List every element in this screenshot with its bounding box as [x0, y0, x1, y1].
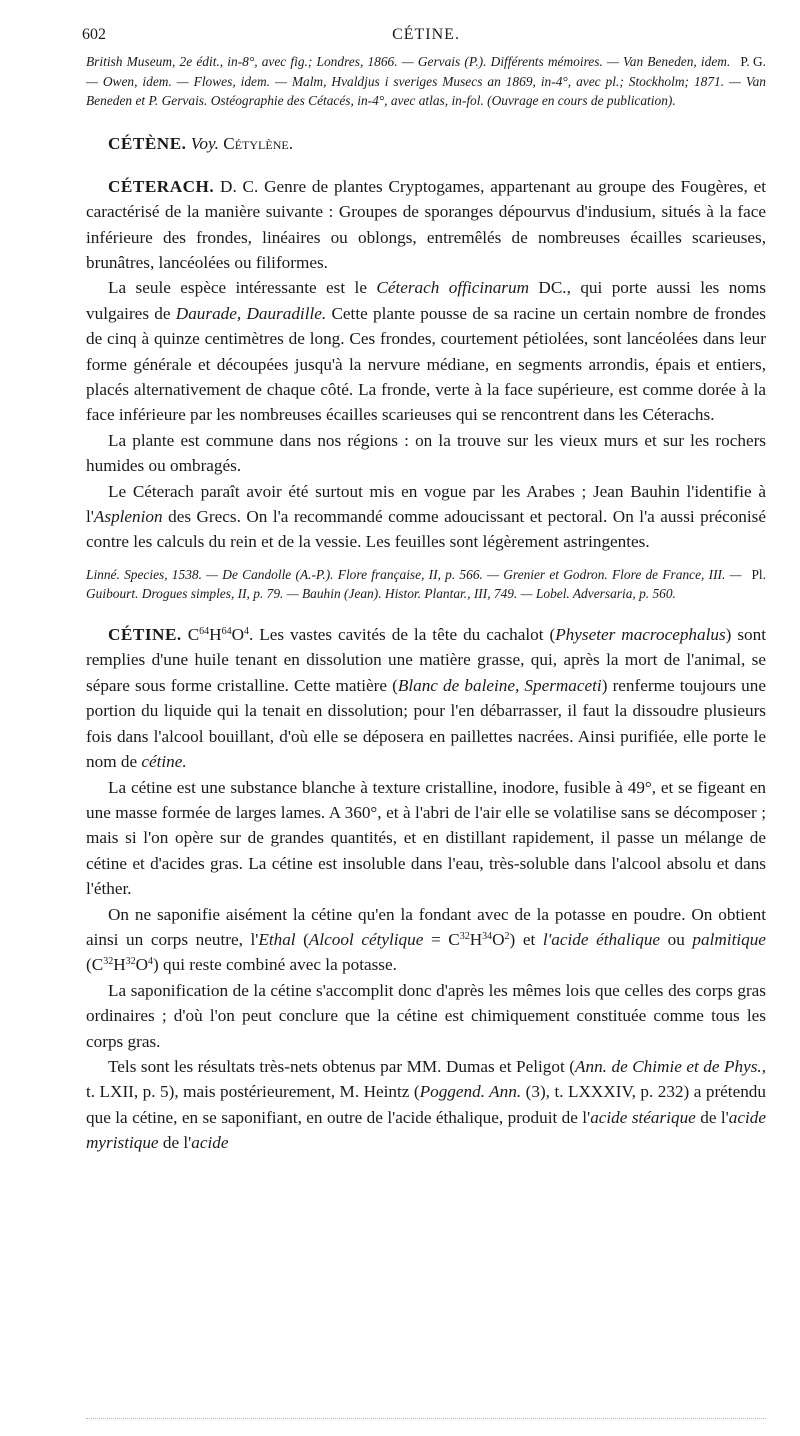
spermaceti: Blanc de baleine, Spermaceti — [397, 675, 602, 695]
f: 64 — [221, 626, 232, 638]
f: C — [187, 625, 200, 645]
cetine-paragraph-5 — [86, 1054, 766, 1156]
ceterach-references-text: Linné. Species, 1538. — De Candolle (A.-P.). Flore française, II, p. 566. — Grenier et Godron. Flore de France, III. — Guibourt. Drogues simples, II, p. 79. — Bauhin (Jean). Histor. Plantar., III, 749. — Lobel. Adversaria, p. 560. — [86, 566, 742, 602]
ceterach-paragraph-1 — [86, 174, 766, 276]
alcool-cetylique: Alcool cétylique — [308, 929, 424, 949]
document-page — [82, 26, 767, 1156]
text: On ne saponifie aisément la cétine qu'en la fondant avec de la potasse en poudre. On obtient ainsi un corps neutre, l' — [86, 904, 766, 949]
page-header — [82, 26, 766, 52]
headword-ceterach: CÉTERACH. — [108, 176, 215, 196]
cetine-paragraph-4: La saponification de la cétine s'accomplit donc d'après les mêmes lois que celles des corps gras ordinaires ; d'où l'on peut conclure que la cétine est chimiquement constituée comme tous les corps gras. — [86, 980, 766, 1051]
acid: acide — [191, 1133, 229, 1153]
ceterach-signature: Pl. — [751, 566, 766, 582]
text: ) renferme toujours une portion du liquide qui la tenait en dissolution; pour l'en débarrasser, il faut la dissoudre plusieurs fois dans l'alcool bouillant, d'où elle se déposera en paillettes nacrées. Ainsi purifiée, elle porte le nom de — [86, 675, 766, 772]
text: DC., qui porte aussi les noms vulgaires de — [86, 278, 766, 323]
f: H — [469, 929, 483, 949]
text: ) et — [509, 929, 543, 949]
f: = C — [423, 929, 460, 949]
page-bottom-edge — [86, 1418, 766, 1420]
entry-cetene — [86, 131, 766, 156]
ceterach-references — [86, 565, 766, 604]
intro-references — [86, 52, 766, 111]
f: 64 — [199, 626, 210, 638]
f: 2 — [504, 930, 510, 942]
text: de l' — [695, 1107, 729, 1127]
text: , t. LXII, p. 5), mais postérieurement, M. Heintz ( — [86, 1056, 766, 1102]
text: ) qui reste combiné avec la potasse. — [153, 955, 397, 975]
headword-cetene: CÉTÈNE. — [108, 133, 187, 153]
cetine-paragraph-3 — [86, 902, 766, 978]
f: 32 — [103, 956, 114, 968]
entry-cetine — [86, 622, 766, 1156]
f: (C — [86, 955, 104, 975]
text: ) sont remplies d'une huile tenant en dissolution une matière grasse, qui, après la mort de l'animal, se sépare sous forme cristalline. Cette matière ( — [86, 625, 767, 695]
ceterach-paragraph-2 — [86, 275, 766, 427]
entry-ceterach — [86, 174, 766, 604]
f: 32 — [125, 956, 136, 968]
text: Cette plante pousse de sa racine un certain nombre de frondes de cinq à quinze centimètres de long. Ces frondes, courtement pétiolées, sont lancéolées dans leur forme générale et découpées jusqu'à la nervure médiane, en segments arrondis, épais et entiers, placés alternativement de chaque côté. La fronde, verte à la face supérieure, est comme dorée à la face inférieure par les nombreuses écailles scarieuses qui se rencontrent dans les Céterachs. — [86, 303, 766, 425]
f: O — [135, 955, 149, 975]
text: (3), t. LXXXIV, p. 232) a prétendu que la cétine, en se saponifiant, en outre de l'acide éthalique, produit de l' — [86, 1082, 766, 1127]
text: La seule espèce intéressante est le — [108, 278, 377, 298]
journal: Ann. de Chimie et de Phys. — [574, 1056, 762, 1076]
f: 32 — [459, 930, 470, 942]
species-name: Céterach officinarum — [376, 278, 530, 298]
text: Les vastes cavités de la tête du cachalot ( — [253, 625, 556, 645]
cetine-paragraph-1 — [86, 622, 766, 774]
intro-signature: P. G. — [740, 54, 766, 69]
intro-references-text: British Museum, 2e édit., in-8°, avec fig.; Londres, 1866. — Gervais (P.). Différents mémoires. — Van Beneden, idem. — Owen, idem. — Flowes, idem. — Malm, Hvaldjus i sveriges Musecs an 1869, in-4°, avec pl.; Stockholm; 1871. — Van Beneden et P. Gervais. Ostéographie des Cétacés, in-4°, avec atlas, in-fol. (Ouvrage en cours de publication). — [86, 54, 766, 109]
ceterach-p1-text: D. C. Genre de plantes Cryptogames, appartenant au groupe des Fougères, et caractérisé de la manière suivante : Groupes de sporanges dépourvus d'indusium, situés à la face inférieure des frondes, linéaires ou oblongs, entremêlés de nombreuses écailles scarieuses, brunâtres, lancéolées ou filiformes. — [86, 176, 766, 272]
text: de l' — [158, 1133, 192, 1153]
palmitique: palmitique — [692, 929, 766, 949]
cross-ref-cetylene: Cétylène. — [223, 133, 293, 153]
acid: acide stéarique — [590, 1107, 696, 1127]
text: Tels sont les résultats très-nets obtenus par MM. Dumas et Peligot ( — [108, 1056, 575, 1076]
running-title: CÉTINE. — [392, 26, 460, 43]
physeter: Physeter macrocephalus — [555, 625, 726, 645]
f: 4 — [148, 956, 154, 968]
f: O — [231, 625, 244, 645]
voy-text: Voy. — [190, 133, 219, 153]
acid: acide myristique — [86, 1107, 766, 1153]
cetine-paragraph-2: La cétine est une substance blanche à texture cristalline, inodore, fusible à 49°, et se figeant en une masse formée de larges lames. A 360°, et à l'abri de l'air elle se volatilise sans se décomposer ; mais si l'on opère sur de grandes quantités, et en distillant rapidement, il passe un mélange de cétine et d'acides gras. La cétine est insoluble dans l'eau, très-soluble dans l'alcool absolu et dans l'éther. — [86, 777, 766, 899]
asplenion: Asplenion — [93, 507, 163, 527]
f: O — [492, 929, 505, 949]
f: H — [113, 955, 126, 975]
f: 34 — [482, 930, 493, 942]
vernacular-names: Daurade, Dauradille. — [175, 303, 327, 323]
ethal: Ethal — [258, 929, 296, 949]
text: ou — [660, 929, 693, 949]
f: 4 — [244, 626, 249, 638]
text: des Grecs. On l'a recommandé comme adoucissant et pectoral. On l'a aussi préconisé contre les calculs du rein et de la vessie. Les feuilles sont légèrement astringentes. — [86, 507, 766, 552]
ceterach-paragraph-4 — [86, 479, 766, 555]
headword-cetine: CÉTINE. — [108, 625, 182, 645]
cetine-word: cétine. — [141, 752, 187, 772]
journal: Poggend. Ann. — [419, 1082, 522, 1102]
text: ( — [295, 929, 309, 949]
cetine-formula: $C^{64}H^{64}O^4$. — [187, 625, 254, 645]
acide-ethalique: l'acide éthalique — [542, 929, 661, 949]
text: Le Céterach paraît avoir été surtout mis en vogue par les Arabes ; Jean Bauhin l'identifie à l' — [86, 481, 766, 527]
page-number: 602 — [82, 26, 106, 43]
ceterach-paragraph-3: La plante est commune dans nos régions : on la trouve sur les vieux murs et sur les rochers humides ou ombragés. — [86, 430, 766, 476]
f: H — [209, 625, 222, 645]
